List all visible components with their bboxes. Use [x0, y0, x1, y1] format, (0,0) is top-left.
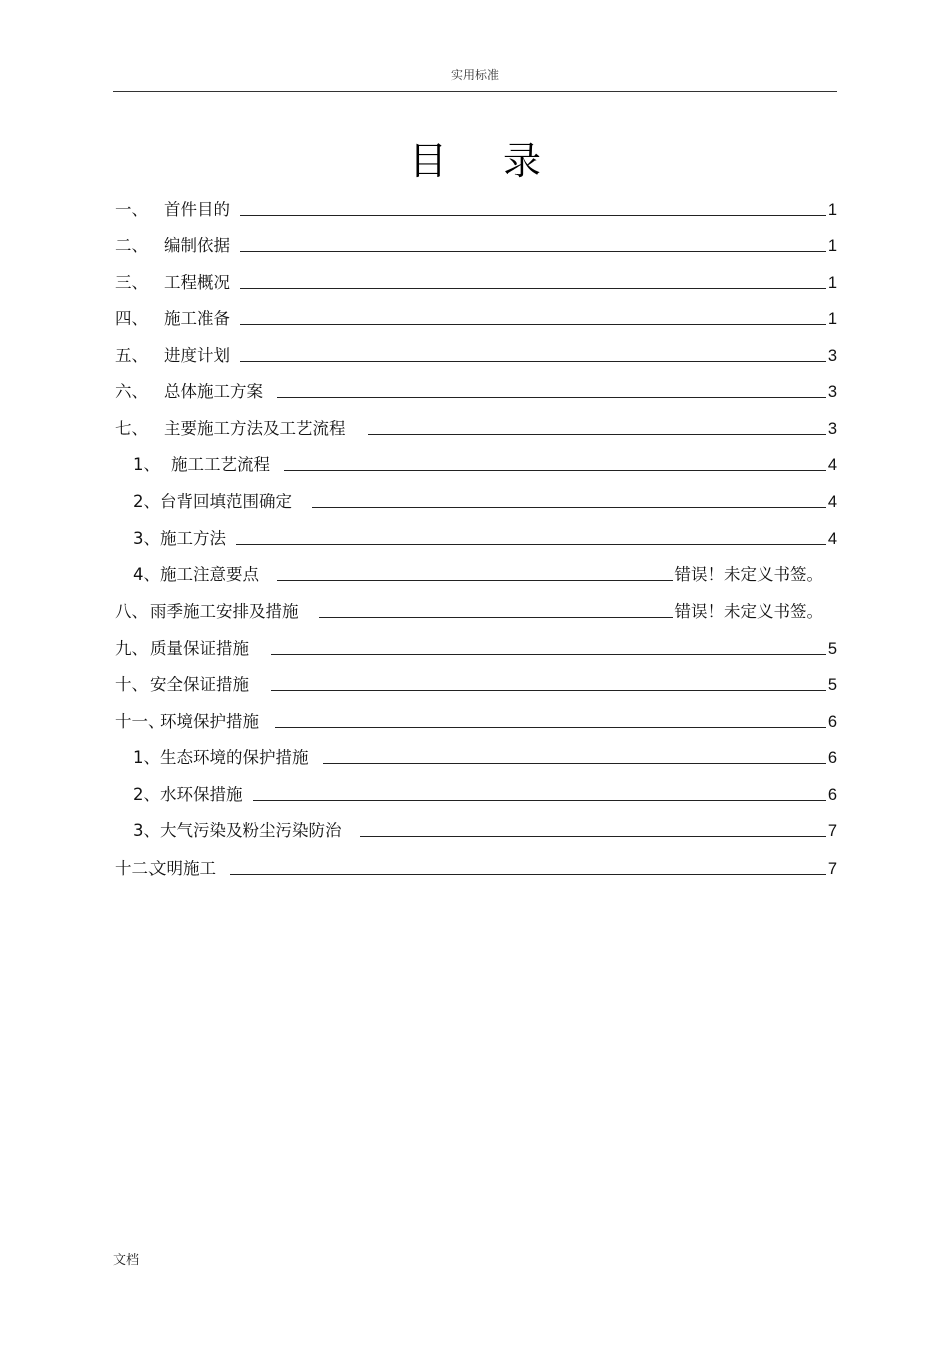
toc-entry-number: 十、: [115, 675, 148, 694]
toc-entry-number: 4、: [133, 565, 160, 584]
toc-entry-label: 编制依据: [164, 236, 230, 255]
toc-entry-number: 十一、: [115, 712, 165, 731]
toc-entry-page: 7: [827, 860, 837, 878]
toc-entry-label: 质量保证措施: [150, 639, 249, 658]
toc-entry-page: 1: [827, 274, 837, 292]
toc-leader-line: [240, 215, 826, 216]
toc-entry-page: 4: [827, 493, 837, 511]
toc-entry[interactable]: [115, 671, 837, 695]
toc-entry-page: 5: [827, 676, 837, 694]
toc-entry-number: 1、: [133, 748, 160, 767]
toc-entry[interactable]: [115, 708, 837, 732]
toc-entry-label: 工程概况: [164, 273, 230, 292]
toc-entry-number: 五、: [115, 346, 148, 365]
toc-entry-page: 6: [827, 713, 837, 731]
toc-entry[interactable]: [133, 817, 841, 841]
toc-entry-number: 四、: [115, 309, 148, 328]
toc-entry-page: 3: [827, 347, 837, 365]
toc-entry-number: 二、: [115, 236, 148, 255]
toc-entry-label: 施工准备: [164, 309, 230, 328]
toc-entry-page: 3: [827, 420, 837, 438]
toc-leader-line: [275, 727, 826, 728]
toc-leader-line: [240, 288, 826, 289]
toc-leader-line: [240, 361, 826, 362]
toc-entry[interactable]: [133, 525, 837, 549]
toc-entry-page: 1: [827, 310, 837, 328]
toc-entry-number: 十二、: [115, 859, 165, 878]
toc-entry-page: 4: [827, 530, 837, 548]
toc-entry-page: 7: [827, 822, 837, 840]
toc-entry-number: 3、: [133, 821, 160, 840]
toc-entry-page: 1: [827, 201, 837, 219]
toc-entry-number: 六、: [115, 382, 148, 401]
toc-entry[interactable]: [115, 378, 837, 402]
toc-title: 目 录: [408, 139, 564, 183]
toc-entry-number: 九、: [115, 639, 148, 658]
toc-entry-page: 3: [827, 383, 837, 401]
toc-entry-label: 施工注意要点: [160, 565, 259, 584]
toc-entry-label: 施工方法: [160, 529, 226, 548]
toc-entry[interactable]: [133, 451, 837, 475]
toc-entry-page: 1: [827, 237, 837, 255]
toc-entry-number: 2、: [133, 785, 160, 804]
toc-leader-line: [277, 580, 673, 581]
toc-entry[interactable]: [115, 855, 837, 879]
toc-entry[interactable]: [133, 488, 837, 512]
toc-entry[interactable]: [115, 269, 837, 293]
toc-entry-label: 总体施工方案: [164, 382, 263, 401]
toc-leader-line: [284, 470, 826, 471]
toc-entry-label: 安全保证措施: [150, 675, 249, 694]
page-footer: 文档: [113, 1253, 140, 1268]
toc-entry-number: 一、: [115, 200, 148, 219]
toc-leader-line: [230, 874, 826, 875]
toc-entry-label: 主要施工方法及工艺流程: [164, 419, 346, 438]
toc-leader-line: [312, 507, 826, 508]
toc-entry[interactable]: [133, 561, 823, 585]
toc-entry[interactable]: [115, 196, 837, 220]
toc-entry-number: 1、: [133, 455, 160, 474]
toc-leader-line: [323, 763, 826, 764]
toc-entry-label: 雨季施工安排及措施: [150, 602, 299, 621]
toc-leader-line: [271, 690, 826, 691]
toc-entry-label: 大气污染及粉尘污染防治: [160, 821, 342, 840]
toc-entry-number: 3、: [133, 529, 160, 548]
toc-entry-number: 三、: [115, 273, 148, 292]
toc-entry-number: 2、: [133, 492, 160, 511]
toc-entry-number: 八、: [115, 602, 148, 621]
toc-entry[interactable]: [115, 635, 837, 659]
toc-entry[interactable]: [115, 415, 837, 439]
toc-leader-line: [236, 544, 826, 545]
toc-entry-label: 水环保措施: [160, 785, 243, 804]
toc-entry[interactable]: [115, 232, 837, 256]
toc-leader-line: [319, 617, 673, 618]
toc-leader-line: [253, 800, 826, 801]
toc-entry-label: 环境保护措施: [160, 712, 259, 731]
toc-entry[interactable]: [115, 598, 823, 622]
toc-entry-page: 6: [827, 786, 837, 804]
toc-leader-line: [271, 654, 826, 655]
toc-leader-line: [240, 324, 826, 325]
toc-entry-page: 错误！未定义书签。: [674, 603, 823, 621]
toc-entry[interactable]: [115, 342, 837, 366]
toc-leader-line: [277, 397, 826, 398]
toc-entry[interactable]: [133, 744, 843, 768]
toc-entry-label: 文明施工: [150, 859, 216, 878]
toc-entry-label: 进度计划: [164, 346, 230, 365]
toc-entry-label: 首件目的: [164, 200, 230, 219]
toc-entry-number: 七、: [115, 419, 148, 438]
toc-entry-page: 错误！未定义书签。: [674, 566, 823, 584]
toc-entry-page: 6: [827, 749, 837, 767]
toc-leader-line: [360, 836, 826, 837]
toc-entry-label: 生态环境的保护措施: [160, 748, 309, 767]
toc-entry-label: 施工工艺流程: [171, 455, 270, 474]
toc-entry-page: 4: [827, 456, 837, 474]
toc-entry[interactable]: [115, 305, 837, 329]
page-header: 实用标准: [450, 68, 499, 82]
toc-entry[interactable]: [133, 781, 846, 805]
toc-leader-line: [368, 434, 826, 435]
toc-leader-line: [240, 251, 826, 252]
toc-entry-page: 5: [827, 640, 837, 658]
toc-entry-label: 台背回填范围确定: [160, 492, 292, 511]
